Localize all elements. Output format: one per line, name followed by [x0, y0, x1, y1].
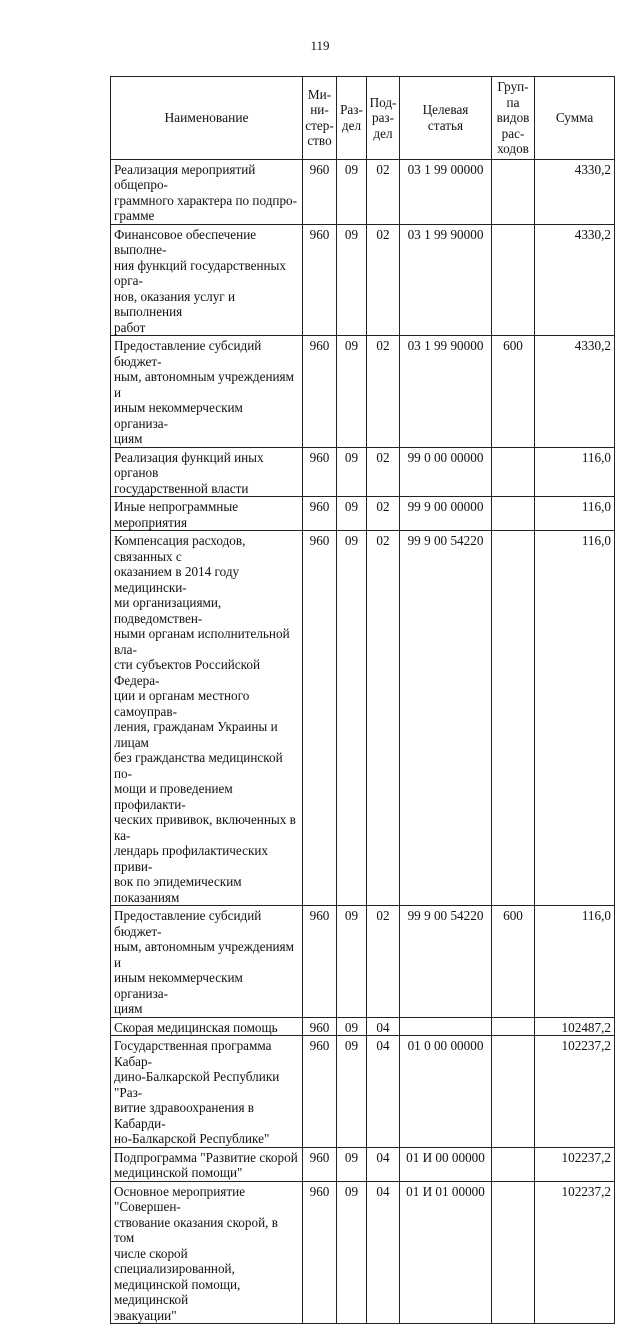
cell-name: Компенсация расходов, связанных с оказанием в 2014 году медицински- ми организациями, подведомствен- ными органам исполнительной вла- сти субъектов Российской Федера- ции и органам местного самоупрaв- ления, гражданам Украины и лицам без гражданства медицинской по- мощи и проведением профилакти- ческих прививок, включенных в ка- лендарь профилактических приви- вок по эпидемическим показаниям	[111, 531, 303, 906]
cell-subsection: 02	[367, 447, 400, 497]
cell-subsection: 02	[367, 531, 400, 906]
cell-section: 09	[337, 1181, 367, 1324]
cell-target: 99 9 00 54220	[400, 531, 492, 906]
cell-section: 09	[337, 224, 367, 336]
cell-target: 01 И 00 00000	[400, 1147, 492, 1181]
cell-name: Скорая медицинская помощь	[111, 1017, 303, 1036]
cell-name: Основное мероприятие "Совершен- ствование оказания скорой, в том числе скорой специализированной, медицинской помощи, медицинской эвакуации"	[111, 1181, 303, 1324]
cell-target	[400, 1017, 492, 1036]
header-subsection: Под- раз- дел	[367, 77, 400, 160]
cell-subsection: 02	[367, 336, 400, 448]
cell-name: Реализация мероприятий общепро- граммного характера по подпро- грамме	[111, 159, 303, 224]
cell-ministry: 960	[303, 224, 337, 336]
table-row	[111, 1017, 615, 1036]
cell-ministry: 960	[303, 1036, 337, 1148]
table-row	[111, 447, 615, 497]
cell-subsection: 02	[367, 497, 400, 531]
cell-amount: 102487,2	[535, 1017, 615, 1036]
cell-section: 09	[337, 497, 367, 531]
cell-name: Предоставление субсидий бюджет- ным, автономным учреждениям и иным некоммерческим организа- циям	[111, 336, 303, 448]
cell-ministry: 960	[303, 447, 337, 497]
cell-ministry: 960	[303, 159, 337, 224]
cell-target: 03 1 99 90000	[400, 224, 492, 336]
cell-name: Государственная программа Кабар- дино-Балкарской Республики "Раз- витие здравоохранения в Кабарди- но-Балкарской Республике"	[111, 1036, 303, 1148]
page-number: 119	[310, 38, 330, 53]
cell-group: 600	[492, 336, 535, 448]
table-row	[111, 531, 615, 906]
cell-ministry: 960	[303, 1017, 337, 1036]
table-row	[111, 1147, 615, 1181]
header-target: Целевая статья	[400, 77, 492, 160]
cell-section: 09	[337, 1147, 367, 1181]
cell-group	[492, 1147, 535, 1181]
cell-target: 99 0 00 00000	[400, 447, 492, 497]
cell-name: Предоставление субсидий бюджет- ным, автономным учреждениям и иным некоммерческим организа- циям	[111, 906, 303, 1018]
table-row	[111, 1036, 615, 1148]
table-row	[111, 336, 615, 448]
cell-ministry: 960	[303, 1147, 337, 1181]
cell-section: 09	[337, 906, 367, 1018]
cell-subsection: 02	[367, 159, 400, 224]
cell-name: Иные непрограммные мероприятия	[111, 497, 303, 531]
header-amount: Сумма	[535, 77, 615, 160]
cell-subsection: 04	[367, 1147, 400, 1181]
cell-group: 600	[492, 906, 535, 1018]
cell-ministry: 960	[303, 906, 337, 1018]
cell-group	[492, 224, 535, 336]
cell-ministry: 960	[303, 1181, 337, 1324]
table-row	[111, 224, 615, 336]
cell-target: 99 9 00 54220	[400, 906, 492, 1018]
table-row	[111, 906, 615, 1018]
cell-section: 09	[337, 531, 367, 906]
cell-target: 03 1 99 90000	[400, 336, 492, 448]
cell-section: 09	[337, 336, 367, 448]
cell-amount: 116,0	[535, 447, 615, 497]
cell-section: 09	[337, 447, 367, 497]
header-ministry: Ми- ни- стер- ство	[303, 77, 337, 160]
cell-group	[492, 1017, 535, 1036]
cell-subsection: 02	[367, 906, 400, 1018]
cell-subsection: 04	[367, 1181, 400, 1324]
cell-amount: 116,0	[535, 906, 615, 1018]
header-group: Груп- па видов рас- ходов	[492, 77, 535, 160]
cell-name: Финансовое обеспечение выполне- ния функций государственных орга- нов, оказания услуг и выполнения работ	[111, 224, 303, 336]
cell-amount: 102237,2	[535, 1036, 615, 1148]
cell-group	[492, 1181, 535, 1324]
header-name: Наименование	[111, 77, 303, 160]
header-section: Раз- дел	[337, 77, 367, 160]
cell-name: Подпрограмма "Развитие скорой медицинской помощи"	[111, 1147, 303, 1181]
cell-section: 09	[337, 1036, 367, 1148]
cell-subsection: 04	[367, 1017, 400, 1036]
cell-section: 09	[337, 159, 367, 224]
cell-amount: 102237,2	[535, 1181, 615, 1324]
cell-amount: 116,0	[535, 497, 615, 531]
cell-subsection: 04	[367, 1036, 400, 1148]
cell-section: 09	[337, 1017, 367, 1036]
cell-ministry: 960	[303, 531, 337, 906]
cell-group	[492, 1036, 535, 1148]
cell-group	[492, 497, 535, 531]
cell-group	[492, 531, 535, 906]
cell-target: 99 9 00 00000	[400, 497, 492, 531]
cell-amount: 102237,2	[535, 1147, 615, 1181]
cell-ministry: 960	[303, 336, 337, 448]
cell-name: Реализация функций иных органов государственной власти	[111, 447, 303, 497]
cell-subsection: 02	[367, 224, 400, 336]
cell-amount: 4330,2	[535, 159, 615, 224]
table-row	[111, 159, 615, 224]
table-header-row	[111, 77, 615, 160]
cell-ministry: 960	[303, 497, 337, 531]
cell-target: 03 1 99 00000	[400, 159, 492, 224]
cell-group	[492, 447, 535, 497]
table-body	[111, 159, 615, 1324]
cell-group	[492, 159, 535, 224]
cell-amount: 4330,2	[535, 224, 615, 336]
budget-table	[110, 76, 615, 1324]
cell-amount: 116,0	[535, 531, 615, 906]
table-row	[111, 1181, 615, 1324]
cell-target: 01 И 01 00000	[400, 1181, 492, 1324]
cell-amount: 4330,2	[535, 336, 615, 448]
table-row	[111, 497, 615, 531]
cell-target: 01 0 00 00000	[400, 1036, 492, 1148]
